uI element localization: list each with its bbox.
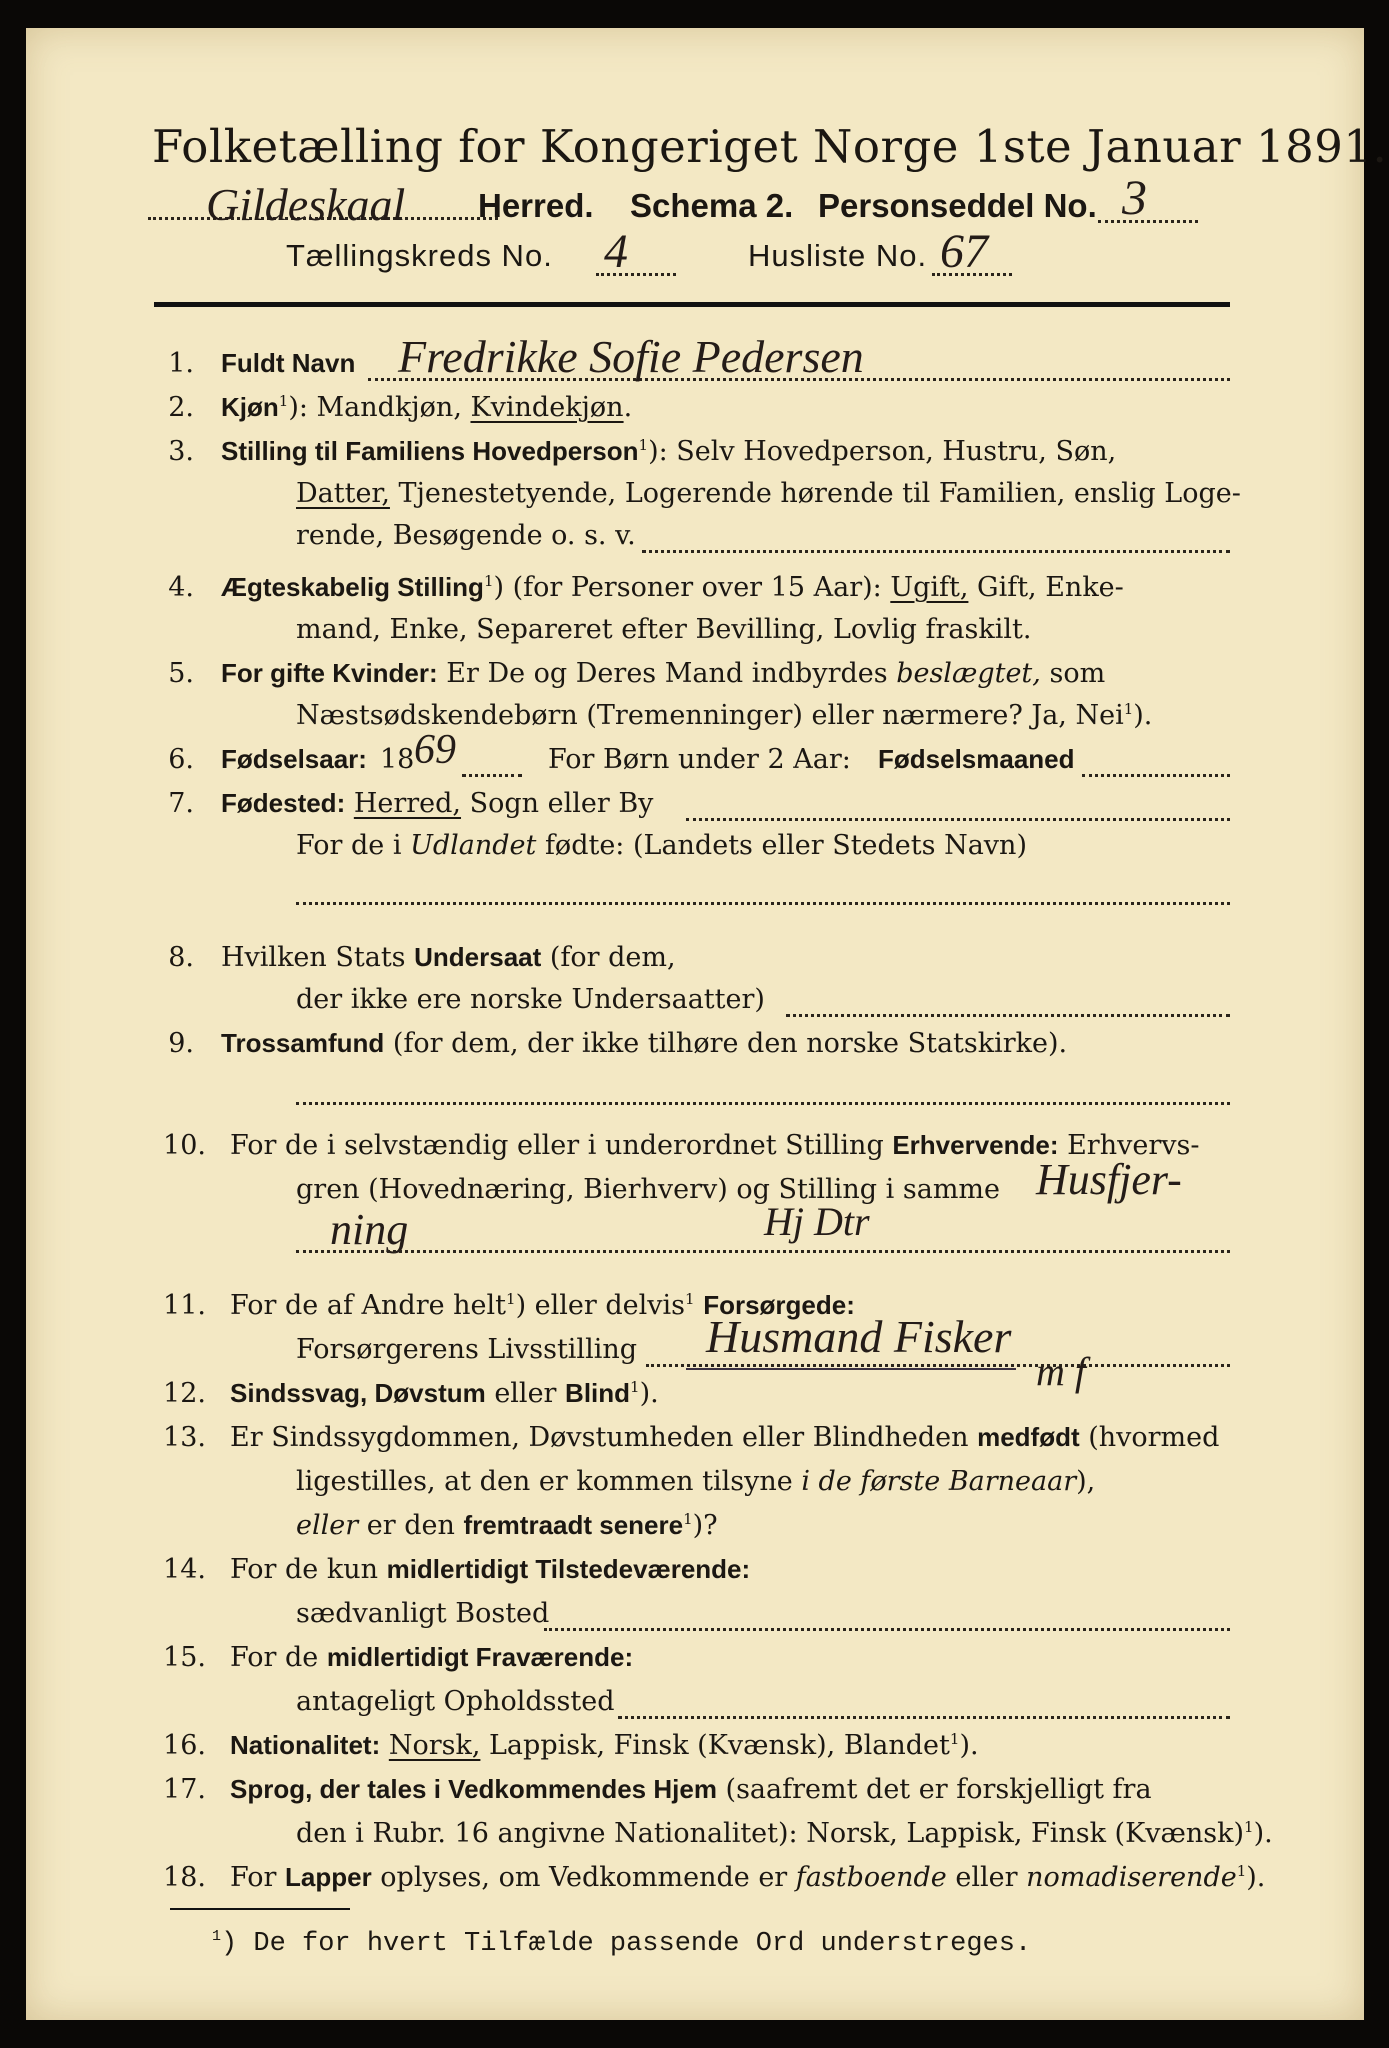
q11-strike-line	[686, 1368, 1016, 1370]
q11-dotline	[646, 1364, 1230, 1367]
q17-text2: den i Rubr. 16 angivne Nationalitet): Norsk, Lappisk, Finsk (Kvænsk)	[296, 1818, 1245, 1849]
q2-selected: Kvindekjøn	[470, 392, 624, 423]
q7-text2b: fødte: (Landets eller Stedets Navn)	[536, 830, 1027, 861]
q4-line1	[221, 572, 1124, 603]
herred-value: Gildeskaal	[206, 179, 406, 230]
q10-value2: ning	[330, 1205, 409, 1254]
q10-text1a: For de i selvstændig eller i underordnet Stilling	[230, 1130, 893, 1161]
q13-line3	[296, 1510, 718, 1541]
q15-line1	[230, 1642, 633, 1673]
personseddel-label: Personseddel No.	[818, 187, 1097, 224]
q13-label2: fremtraadt senere	[463, 1510, 684, 1540]
q8-text2: der ikke ere norske Undersaatter)	[296, 984, 765, 1015]
q14-dotline	[544, 1628, 1230, 1631]
q5-line2: Næstsødskendebørn (Tremenninger) eller nærmere? Ja, Nei$^1$).	[296, 700, 1153, 731]
q9-number: 9.	[168, 1028, 194, 1059]
q5-text3: Næstsødskendebørn (Tremenninger) eller nærmere? Ja, Nei	[296, 700, 1124, 731]
q18-number: 18.	[163, 1862, 206, 1893]
q5-number: 5.	[168, 658, 194, 689]
q1-label: Fuldt Navn	[221, 348, 356, 378]
q2-number: 2.	[168, 392, 194, 423]
q11-footnote-mark2: 1	[685, 1290, 695, 1308]
q11-label: Forsørgede:	[703, 1290, 855, 1320]
q10-value1: Husfjer-	[1036, 1155, 1182, 1204]
q18-text2: oplyses, om Vedkommende er	[371, 1862, 796, 1893]
personseddel-value: 3	[1122, 169, 1147, 225]
q5-italic: beslægtet,	[896, 658, 1041, 689]
header-rule	[154, 302, 1230, 307]
q8-line1	[221, 942, 676, 973]
q6-dotline1	[462, 774, 522, 777]
q18-text1: For	[230, 1862, 286, 1893]
q6-value: 69	[414, 727, 456, 773]
q7-label: Fødested:	[221, 788, 346, 818]
q13-text3: er den	[358, 1510, 464, 1541]
q4-selected: Ugift,	[890, 572, 969, 603]
q16-selected: Norsk,	[388, 1730, 481, 1761]
q2-text: ): Mandkjøn,	[288, 392, 471, 423]
q2-footnote-mark: 1	[278, 392, 289, 410]
q17-text1: (saafremt det er forskjelligt fra	[716, 1774, 1152, 1805]
q4-footnote-mark: 1	[483, 572, 494, 590]
q13-text1a: Er Sindssygdommen, Døvstumheden eller Blindheden	[230, 1422, 978, 1453]
q14-number: 14.	[163, 1554, 206, 1585]
herred-label: Herred.	[478, 187, 594, 224]
q13-line2	[296, 1466, 1095, 1497]
q7-dotline2	[296, 902, 1230, 905]
q1-value: Fredrikke Sofie Pedersen	[398, 331, 864, 382]
q14-label: midlertidigt Tilstedeværende:	[386, 1554, 751, 1584]
q14-text2: sædvanligt Bosted	[296, 1598, 550, 1629]
q6-text: For Børn under 2 Aar:	[548, 744, 851, 775]
kreds-label: Tællingskreds No.	[286, 238, 553, 273]
q15-text2: antageligt Opholdssted	[296, 1686, 615, 1717]
q9-text: (for dem, der ikke tilhøre den norske Statskirke).	[384, 1028, 1068, 1059]
q7-text2a: For de i	[296, 830, 411, 861]
q11-value2: m f	[1036, 1349, 1086, 1394]
census-form-sheet	[26, 28, 1388, 2020]
q2-end: .	[623, 392, 633, 423]
q18-label: Lapper	[285, 1862, 372, 1892]
q4-label: Ægteskabelig Stilling	[221, 572, 484, 602]
q16-number: 16.	[163, 1730, 206, 1761]
q12-line	[230, 1378, 659, 1409]
q2-label: Kjøn	[221, 392, 279, 422]
q12-number: 12.	[163, 1378, 206, 1409]
q12-label: Sindssvag, Døvstum	[230, 1378, 486, 1408]
q3-text2: Tjenestetyende, Logerende hørende til Familien, enslig Loge-	[389, 478, 1241, 509]
q5-line1	[221, 658, 1105, 689]
q7-number: 7.	[168, 788, 194, 819]
q3-selected: Datter,	[296, 478, 390, 509]
q11-footnote-mark1: 1	[506, 1290, 516, 1308]
q11-text2: Forsørgerens Livsstilling	[296, 1334, 638, 1365]
form-title: Folketælling for Kongeriget Norge 1ste Januar 1891.	[152, 120, 1388, 173]
q18-footnote-mark: 1	[1236, 1862, 1247, 1880]
q12-footnote-mark: 1	[630, 1378, 640, 1396]
kreds-value: 4	[604, 225, 628, 278]
q4-text1: ) (for Personer over 15 Aar):	[493, 572, 891, 603]
q13-text2b: ),	[1076, 1466, 1096, 1497]
q10-dotline	[296, 1250, 1230, 1253]
q3-footnote-mark: 1	[638, 436, 649, 454]
q16-text: Lappisk, Finsk (Kvænsk), Blandet	[480, 1730, 950, 1761]
q9-dotline	[296, 1102, 1230, 1105]
q15-dotline	[618, 1716, 1230, 1719]
q15-number: 15.	[163, 1642, 206, 1673]
q17-number: 17.	[163, 1774, 206, 1805]
q18-italic: fastboende	[795, 1862, 947, 1893]
q1-number: 1.	[168, 348, 194, 379]
personseddel-dotline	[1098, 220, 1198, 223]
q12-end: ).	[639, 1378, 659, 1409]
q7-line2	[296, 830, 1027, 861]
q4-number: 4.	[168, 572, 194, 603]
footnote	[212, 1928, 1031, 1959]
q13-text1b: (hvormed	[1079, 1422, 1220, 1453]
q5-text1: Er De og Deres Mand indbyrdes	[437, 658, 897, 689]
q17-line2: den i Rubr. 16 angivne Nationalitet): Norsk, Lappisk, Finsk (Kvænsk)$^1$).	[296, 1818, 1273, 1849]
q2-line	[221, 392, 632, 423]
schema-label: Schema 2.	[630, 187, 794, 224]
q16-label: Nationalitet:	[230, 1730, 381, 1760]
q8-label: Undersaat	[414, 942, 542, 972]
q6-dotline2	[1082, 774, 1230, 777]
q6-label2: Fødselsmaaned	[878, 744, 1075, 774]
q8-text1a: Hvilken Stats	[221, 942, 415, 973]
q7-italic: Udlandet	[410, 830, 537, 861]
q3-line2	[296, 478, 1241, 509]
q10-text2: gren (Hovednæring, Bierhverv) og Stilling i samme	[296, 1174, 1001, 1205]
q13-italic2: eller	[296, 1510, 359, 1541]
q13-line1	[230, 1422, 1219, 1453]
q15-text1: For de	[230, 1642, 327, 1673]
q11-text1: For de af Andre helt	[230, 1290, 507, 1321]
q3-label: Stilling til Familiens Hovedperson	[221, 436, 639, 466]
q11-number: 11.	[163, 1290, 206, 1321]
q9-label: Trossamfund	[221, 1028, 385, 1058]
q17-label: Sprog, der tales i Vedkommendes Hjem	[230, 1774, 717, 1804]
q13-end: )?	[692, 1510, 718, 1541]
q3-dotline	[642, 550, 1230, 553]
q3-line1	[221, 436, 1116, 467]
q12-label2: Blind	[565, 1378, 631, 1408]
q13-italic: i de første Barneaar	[801, 1466, 1077, 1497]
q10-value3: Hj Dtr	[764, 1199, 870, 1244]
q7-dotline	[686, 818, 1230, 821]
q10-text1b: Erhvervs-	[1058, 1130, 1200, 1161]
q5-footnote-mark: 1	[1123, 700, 1134, 718]
q14-text1: For de kun	[230, 1554, 387, 1585]
q3-text1: ): Selv Hovedperson, Hustru, Søn,	[648, 436, 1117, 467]
q6-prefix: 18	[380, 744, 415, 775]
q10-label: Erhvervende:	[892, 1130, 1059, 1160]
husliste-label: Husliste No.	[748, 238, 928, 273]
q11-value: Husmand Fisker	[706, 1311, 1012, 1362]
q17-footnote-mark: 1	[1244, 1818, 1254, 1836]
q10-number: 10.	[163, 1130, 206, 1161]
q7-selected: Herred,	[353, 788, 462, 819]
q12-text: eller	[485, 1378, 566, 1409]
footnote-mark: 1	[212, 1928, 222, 1945]
footnote-text: ) De for hvert Tilfælde passende Ord understreges.	[221, 1929, 1032, 1959]
q3-number: 3.	[168, 436, 194, 467]
q18-italic2: nomadiserende	[1026, 1862, 1237, 1893]
q5-text2: som	[1040, 658, 1106, 689]
q6-label: Fødselsaar:	[221, 744, 367, 774]
q16-footnote-mark: 1	[949, 1730, 960, 1748]
q13-number: 13.	[163, 1422, 206, 1453]
footnote-rule	[170, 1908, 350, 1910]
q15-label: midlertidigt Fraværende:	[326, 1642, 634, 1672]
q8-number: 8.	[168, 942, 194, 973]
q6-number: 6.	[168, 744, 194, 775]
q7-line1	[221, 788, 653, 819]
q9-line	[221, 1028, 1067, 1059]
husliste-value: 67	[940, 225, 988, 278]
q13-label: medfødt	[977, 1422, 1080, 1452]
q18-text3: eller	[946, 1862, 1027, 1893]
q13-footnote-mark: 1	[683, 1510, 693, 1528]
q7-text: Sogn eller By	[461, 788, 654, 819]
q8-text1b: (for dem,	[541, 942, 676, 973]
q8-dotline	[786, 1014, 1230, 1017]
q18-line: For Lapper oplyses, om Vedkommende er fastboende eller nomadiserende$^1$).	[230, 1862, 1266, 1893]
q3-text3: rende, Besøgende o. s. v.	[296, 520, 636, 551]
q4-text2: Gift, Enke-	[968, 572, 1124, 603]
q16-line: Nationalitet: Norsk, Lappisk, Finsk (Kvænsk), Blandet$^1$).	[230, 1730, 979, 1761]
q4-text3: mand, Enke, Separeret efter Bevilling, Lovlig fraskilt.	[296, 614, 1032, 645]
q11-text1b: ) eller delvis	[515, 1290, 686, 1321]
q5-label: For gifte Kvinder:	[221, 658, 438, 688]
q14-line1	[230, 1554, 750, 1585]
q17-line1	[230, 1774, 1152, 1805]
q13-text2a: ligestilles, at den er kommen tilsyne	[296, 1466, 802, 1497]
